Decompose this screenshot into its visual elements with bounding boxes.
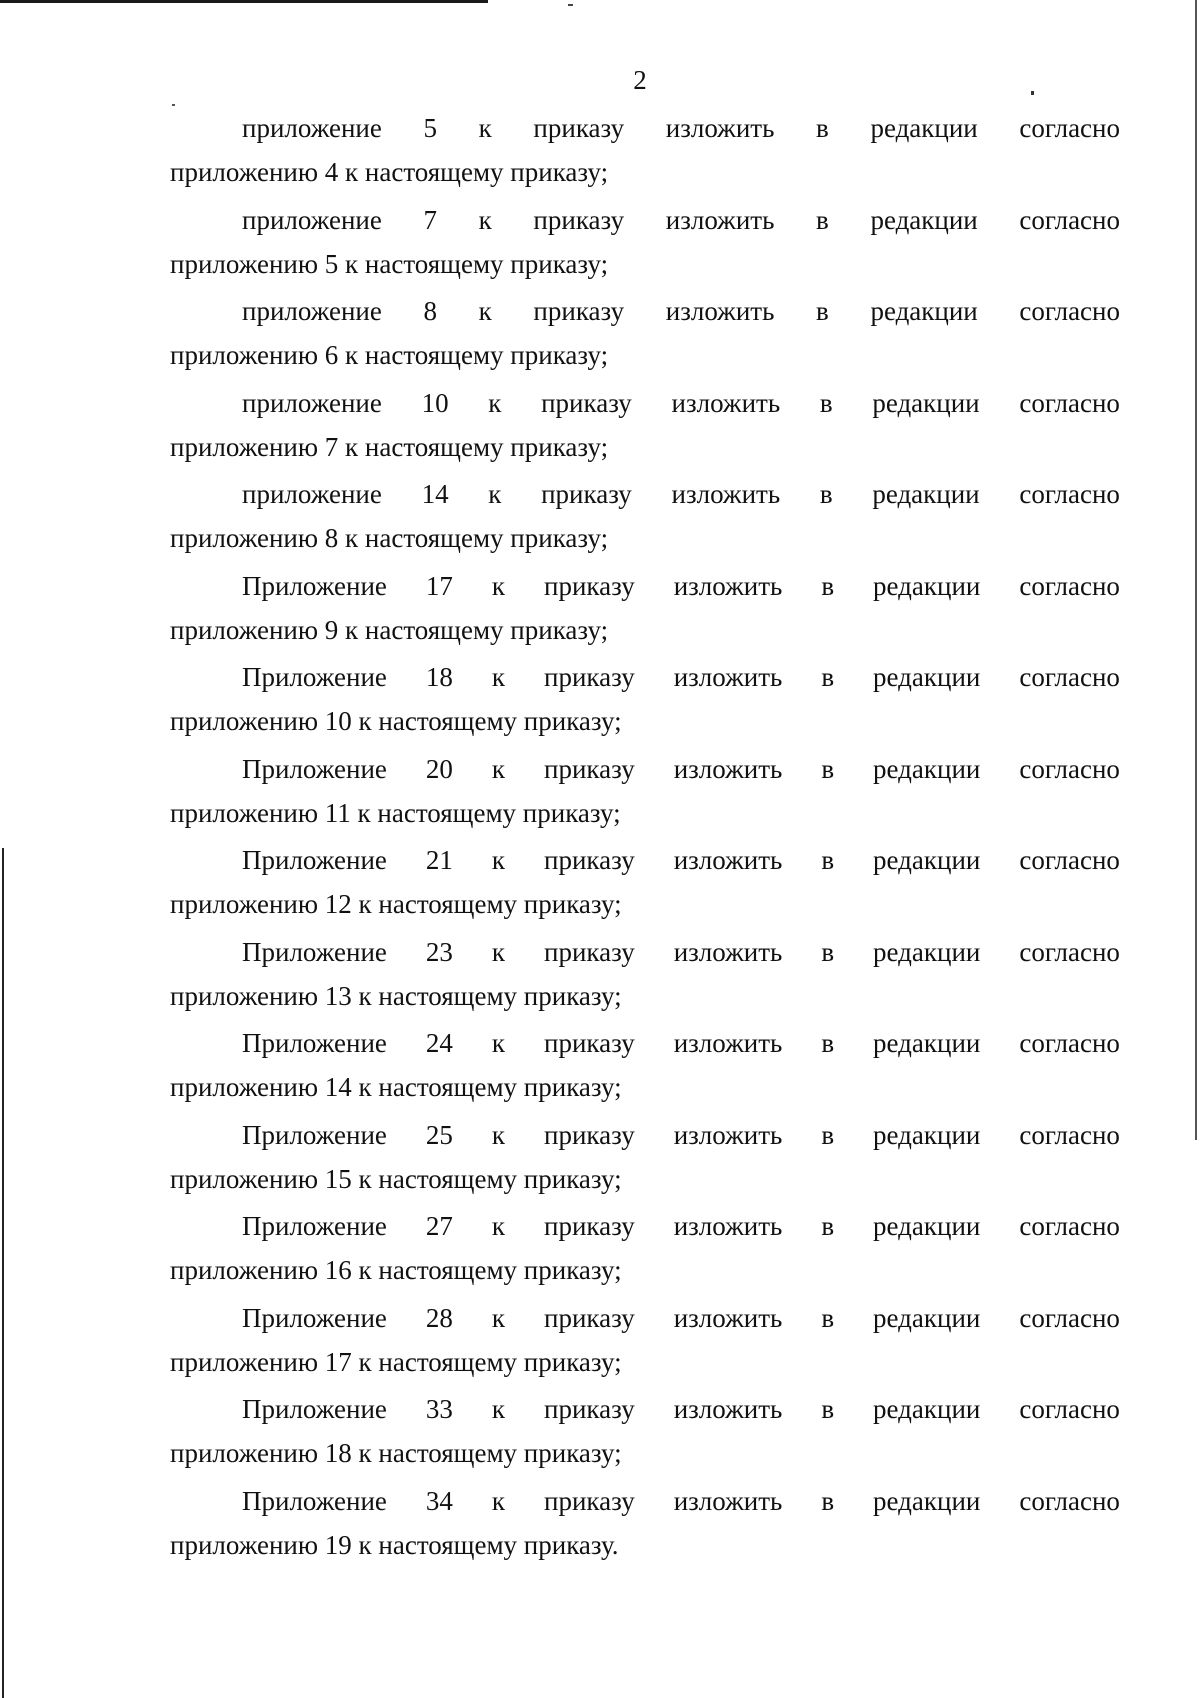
word: в xyxy=(821,1394,835,1424)
word: 28 xyxy=(425,1302,453,1333)
word: в xyxy=(821,662,835,692)
scan-mark xyxy=(568,4,573,6)
word: изложить xyxy=(673,1028,783,1058)
word: к xyxy=(488,479,502,509)
paragraph-first-line xyxy=(242,655,1120,699)
paragraph-first-line xyxy=(242,472,1120,516)
paragraph-continuation-line: приложению 13 к настоящему приказу; xyxy=(170,980,622,1011)
word: редакции xyxy=(873,936,981,967)
amendment-item xyxy=(170,655,1120,747)
word: в xyxy=(821,1119,835,1150)
word: к xyxy=(491,1028,506,1058)
word: приказу xyxy=(544,662,635,692)
word: редакции xyxy=(873,753,981,784)
word: приказу xyxy=(544,1485,635,1516)
amendment-item xyxy=(170,1479,1120,1571)
paragraph-continuation-line: приложению 6 к настоящему приказу; xyxy=(170,340,609,370)
word: к xyxy=(491,1485,506,1516)
word: редакции xyxy=(870,113,978,143)
word: изложить xyxy=(673,1394,783,1424)
word: к xyxy=(491,936,506,967)
word: 34 xyxy=(425,1485,453,1516)
paragraph-first-line xyxy=(242,289,1120,333)
word: изложить xyxy=(673,662,783,692)
word: Приложение xyxy=(242,1119,387,1150)
word: приказу xyxy=(533,296,625,326)
word: редакции xyxy=(870,296,978,326)
word: Приложение xyxy=(242,662,387,692)
paragraph-first-line xyxy=(242,106,1120,150)
paragraph-continuation-line: приложению 9 к настоящему приказу; xyxy=(170,614,609,645)
amendment-list xyxy=(170,106,1120,1570)
word: согласно xyxy=(1019,296,1120,326)
scan-right-edge xyxy=(1195,0,1197,1140)
word: 33 xyxy=(425,1394,453,1424)
word: редакции xyxy=(873,1485,981,1516)
word: согласно xyxy=(1019,1211,1120,1241)
word: Приложение xyxy=(242,1211,387,1241)
word: согласно xyxy=(1019,753,1120,784)
word: 27 xyxy=(425,1211,453,1241)
word: в xyxy=(816,113,829,143)
word: Приложение xyxy=(242,1028,387,1058)
paragraph-first-line xyxy=(242,381,1120,425)
word: редакции xyxy=(873,845,981,875)
paragraph-continuation-line: приложению 19 к настоящему приказу. xyxy=(170,1529,619,1560)
word: изложить xyxy=(671,479,781,509)
word: редакции xyxy=(873,1394,981,1424)
word: Приложение xyxy=(242,936,387,967)
word: приложение xyxy=(242,387,382,418)
paragraph-first-line xyxy=(242,1113,1120,1157)
paragraph-continuation-line: приложению 17 к настоящему приказу; xyxy=(170,1346,622,1377)
word: в xyxy=(821,1302,835,1333)
word: изложить xyxy=(673,753,783,784)
word: приказу xyxy=(533,204,625,235)
word: к xyxy=(478,113,492,143)
word: приказу xyxy=(541,387,632,418)
word: приказу xyxy=(544,1302,635,1333)
word: приказу xyxy=(544,936,635,967)
word: 17 xyxy=(425,570,453,601)
paragraph-continuation-line: приложению 16 к настоящему приказу; xyxy=(170,1255,622,1285)
paragraph-continuation-line: приложению 5 к настоящему приказу; xyxy=(170,248,609,279)
paragraph-first-line xyxy=(242,1387,1120,1431)
word: согласно xyxy=(1019,113,1120,143)
paragraph-first-line xyxy=(242,198,1120,242)
word: 18 xyxy=(425,662,453,692)
word: приложение xyxy=(242,204,382,235)
word: к xyxy=(491,1119,506,1150)
amendment-item xyxy=(170,1204,1120,1296)
word: согласно xyxy=(1019,1485,1120,1516)
word: в xyxy=(816,296,829,326)
word: в xyxy=(821,1211,835,1241)
paragraph-first-line xyxy=(242,747,1120,791)
word: согласно xyxy=(1019,1394,1120,1424)
word: изложить xyxy=(673,570,783,601)
word: 7 xyxy=(423,204,438,235)
paragraph-first-line xyxy=(242,930,1120,974)
word: приложение xyxy=(242,113,382,143)
word: изложить xyxy=(671,387,781,418)
word: редакции xyxy=(870,204,978,235)
amendment-item xyxy=(170,838,1120,930)
word: согласно xyxy=(1019,1302,1120,1333)
word: 20 xyxy=(425,753,453,784)
word: редакции xyxy=(873,1119,981,1150)
amendment-item xyxy=(170,198,1120,290)
amendment-item xyxy=(170,930,1120,1022)
word: к xyxy=(478,296,492,326)
word: Приложение xyxy=(242,570,387,601)
word: Приложение xyxy=(242,845,387,875)
word: 5 xyxy=(423,113,438,143)
word: в xyxy=(821,753,835,784)
word: изложить xyxy=(665,204,775,235)
word: приказу xyxy=(544,570,635,601)
word: приказу xyxy=(541,479,632,509)
word: в xyxy=(821,1485,835,1516)
word: согласно xyxy=(1019,479,1120,509)
amendment-item xyxy=(170,747,1120,839)
amendment-item xyxy=(170,381,1120,473)
paragraph-first-line xyxy=(242,838,1120,882)
word: изложить xyxy=(665,296,775,326)
amendment-item xyxy=(170,472,1120,564)
word: изложить xyxy=(673,1302,783,1333)
amendment-item xyxy=(170,1296,1120,1388)
paragraph-continuation-line: приложению 15 к настоящему приказу; xyxy=(170,1163,622,1194)
word: согласно xyxy=(1019,570,1120,601)
amendment-item xyxy=(170,1021,1120,1113)
paragraph-first-line xyxy=(242,1296,1120,1340)
paragraph-first-line xyxy=(242,1021,1120,1065)
paragraph-continuation-line: приложению 10 к настоящему приказу; xyxy=(170,706,622,736)
paragraph-continuation-line: приложению 4 к настоящему приказу; xyxy=(170,157,609,187)
paragraph-continuation-line: приложению 7 к настоящему приказу; xyxy=(170,431,609,462)
word: к xyxy=(488,387,502,418)
word: в xyxy=(816,204,829,235)
word: редакции xyxy=(872,479,980,509)
scan-top-border xyxy=(0,0,488,3)
word: изложить xyxy=(665,113,775,143)
word: Приложение xyxy=(242,1394,387,1424)
word: согласно xyxy=(1019,845,1120,875)
word: 25 xyxy=(425,1119,453,1150)
word: к xyxy=(478,204,492,235)
word: Приложение xyxy=(242,1302,387,1333)
word: в xyxy=(821,1028,835,1058)
word: редакции xyxy=(873,1302,981,1333)
word: приказу xyxy=(544,1394,635,1424)
word: к xyxy=(491,845,506,875)
word: к xyxy=(491,662,506,692)
paragraph-first-line xyxy=(242,1479,1120,1523)
word: к xyxy=(491,753,506,784)
word: согласно xyxy=(1019,204,1120,235)
word: Приложение xyxy=(242,753,387,784)
word: 23 xyxy=(425,936,453,967)
word: редакции xyxy=(873,1211,981,1241)
word: 8 xyxy=(423,296,438,326)
word: приказу xyxy=(544,1028,635,1058)
amendment-item xyxy=(170,289,1120,381)
word: приложение xyxy=(242,479,382,509)
word: изложить xyxy=(673,1211,783,1241)
paragraph-continuation-line: приложению 8 к настоящему приказу; xyxy=(170,523,609,553)
word: приказу xyxy=(544,753,635,784)
word: к xyxy=(491,570,506,601)
word: 14 xyxy=(421,479,449,509)
paragraph-continuation-line: приложению 11 к настоящему приказу; xyxy=(170,797,621,828)
word: изложить xyxy=(673,1119,783,1150)
word: редакции xyxy=(873,1028,981,1058)
paragraph-first-line xyxy=(242,564,1120,608)
word: редакции xyxy=(872,387,980,418)
word: согласно xyxy=(1019,1028,1120,1058)
word: приказу xyxy=(544,1211,635,1241)
word: приказу xyxy=(544,845,635,875)
word: приказу xyxy=(544,1119,635,1150)
paragraph-continuation-line: приложению 14 к настоящему приказу; xyxy=(170,1072,622,1102)
word: в xyxy=(821,570,835,601)
word: к xyxy=(491,1211,506,1241)
word: к xyxy=(491,1302,506,1333)
word: в xyxy=(821,936,835,967)
word: согласно xyxy=(1019,936,1120,967)
word: согласно xyxy=(1019,1119,1120,1150)
amendment-item xyxy=(170,564,1120,656)
word: изложить xyxy=(673,1485,783,1516)
word: приказу xyxy=(533,113,625,143)
word: согласно xyxy=(1019,387,1120,418)
scan-left-edge xyxy=(2,848,4,1698)
word: в xyxy=(819,387,833,418)
word: изложить xyxy=(673,936,783,967)
word: согласно xyxy=(1019,662,1120,692)
amendment-item xyxy=(170,1113,1120,1205)
paragraph-first-line xyxy=(242,1204,1120,1248)
word: в xyxy=(821,845,835,875)
paragraph-continuation-line: приложению 18 к настоящему приказу; xyxy=(170,1438,622,1468)
word: 24 xyxy=(425,1028,453,1058)
amendment-item xyxy=(170,106,1120,198)
page-number: 2 xyxy=(633,65,647,95)
word: изложить xyxy=(673,845,783,875)
word: приложение xyxy=(242,296,382,326)
word: 21 xyxy=(425,845,453,875)
word: в xyxy=(819,479,833,509)
word: 10 xyxy=(421,387,449,418)
word: редакции xyxy=(873,662,981,692)
word: редакции xyxy=(873,570,981,601)
paragraph-continuation-line: приложению 12 к настоящему приказу; xyxy=(170,889,622,919)
word: к xyxy=(491,1394,506,1424)
word: Приложение xyxy=(242,1485,387,1516)
amendment-item xyxy=(170,1387,1120,1479)
